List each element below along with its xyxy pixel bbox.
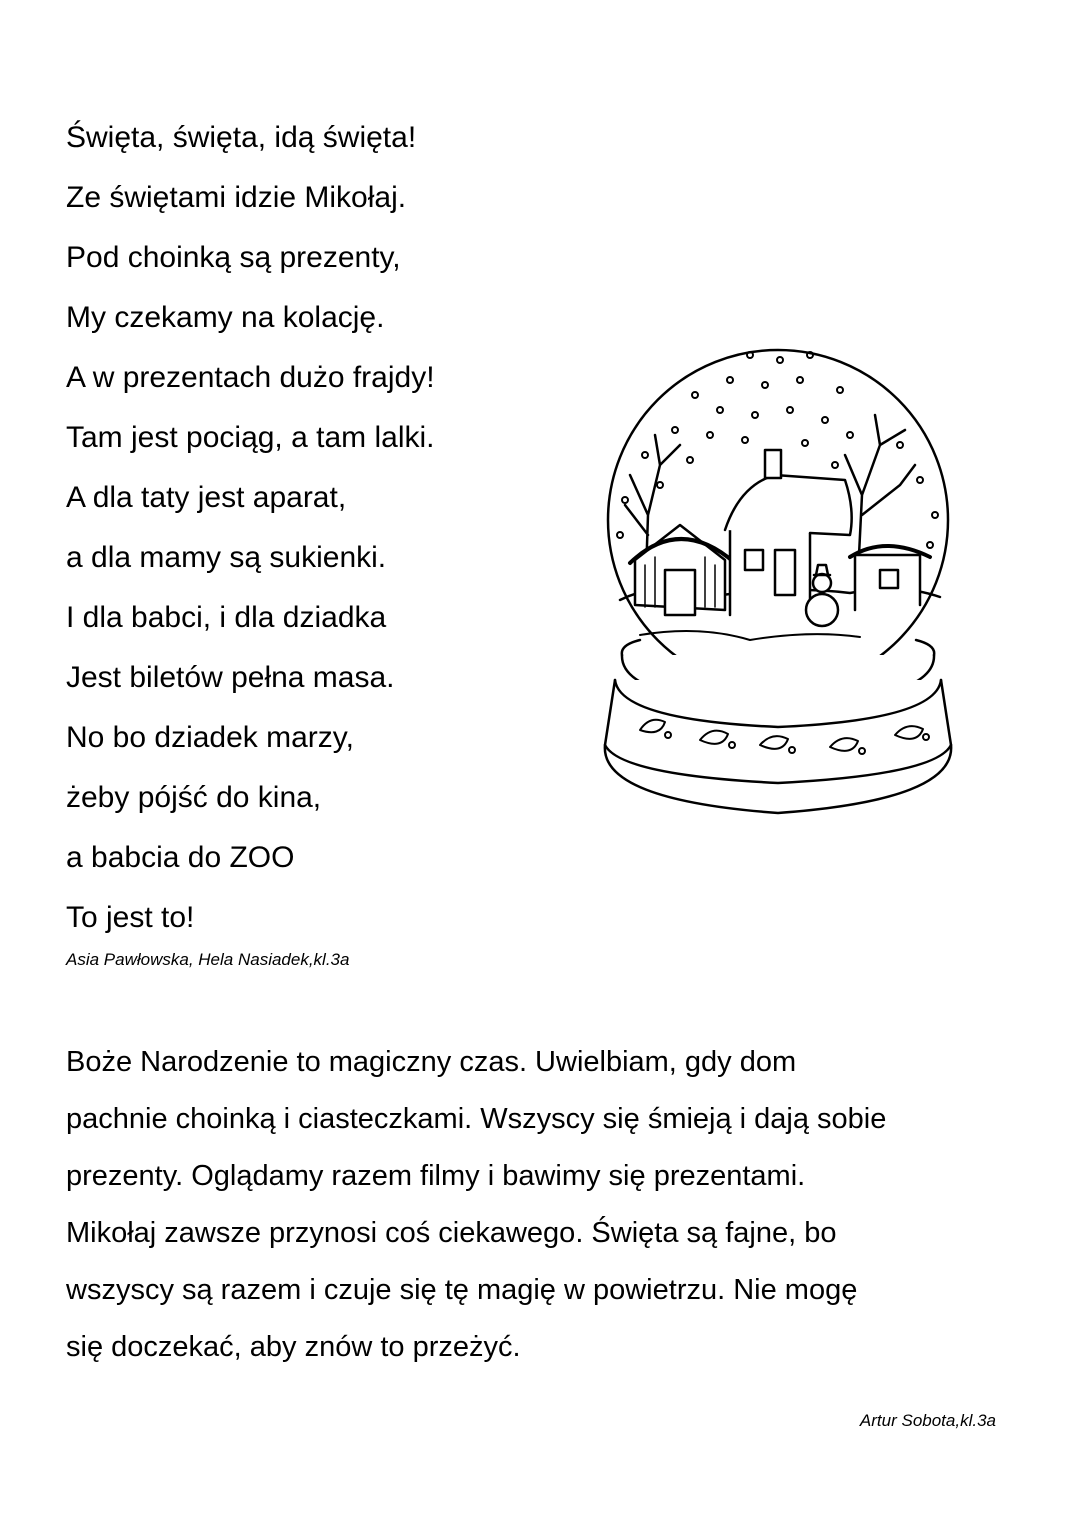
prose-line: Boże Narodzenie to magiczny czas. Uwielbiam, gdy dom: [66, 1046, 797, 1078]
prose-paragraph: [66, 1034, 1026, 1376]
poem-line: Pod choinką są prezenty,: [66, 241, 401, 274]
poem-line: Jest biletów pełna masa.: [66, 661, 395, 694]
snow-globe-icon: [600, 335, 960, 835]
prose-line: prezenty. Oglądamy razem filmy i bawimy się prezentami.: [66, 1160, 806, 1192]
poem-line: Święta, święta, idą święta!: [66, 121, 417, 154]
prose-author: Artur Sobota,kl.3a: [859, 1411, 996, 1430]
poem-line: a dla mamy są sukienki.: [66, 541, 387, 574]
poem-line: Tam jest pociąg, a tam lalki.: [66, 421, 435, 454]
poem-line: żeby pójść do kina,: [66, 781, 322, 814]
poem-line: A w prezentach dużo frajdy!: [66, 361, 435, 394]
poem-line: I dla babci, i dla dziadka: [66, 601, 387, 634]
prose-line: wszyscy są razem i czuje się tę magię w powietrzu. Nie mogę: [66, 1274, 858, 1306]
poem-line: a babcia do ZOO: [66, 841, 295, 874]
prose-line: się doczekać, aby znów to przeżyć.: [66, 1331, 521, 1363]
poem-line: My czekamy na kolację.: [66, 301, 385, 334]
poem-line: To jest to!: [66, 901, 195, 934]
poem-line: A dla taty jest aparat,: [66, 481, 347, 514]
poem-line: No bo dziadek marzy,: [66, 721, 354, 754]
poem-line: Ze świętami idzie Mikołaj.: [66, 181, 407, 214]
prose-line: pachnie choinką i ciasteczkami. Wszyscy się śmieją i dają sobie: [66, 1103, 887, 1135]
poem-author: Asia Pawłowska, Hela Nasiadek,kl.3a: [66, 950, 350, 969]
prose-line: Mikołaj zawsze przynosi coś ciekawego. Święta są fajne, bo: [66, 1217, 837, 1249]
poem: [66, 108, 435, 948]
